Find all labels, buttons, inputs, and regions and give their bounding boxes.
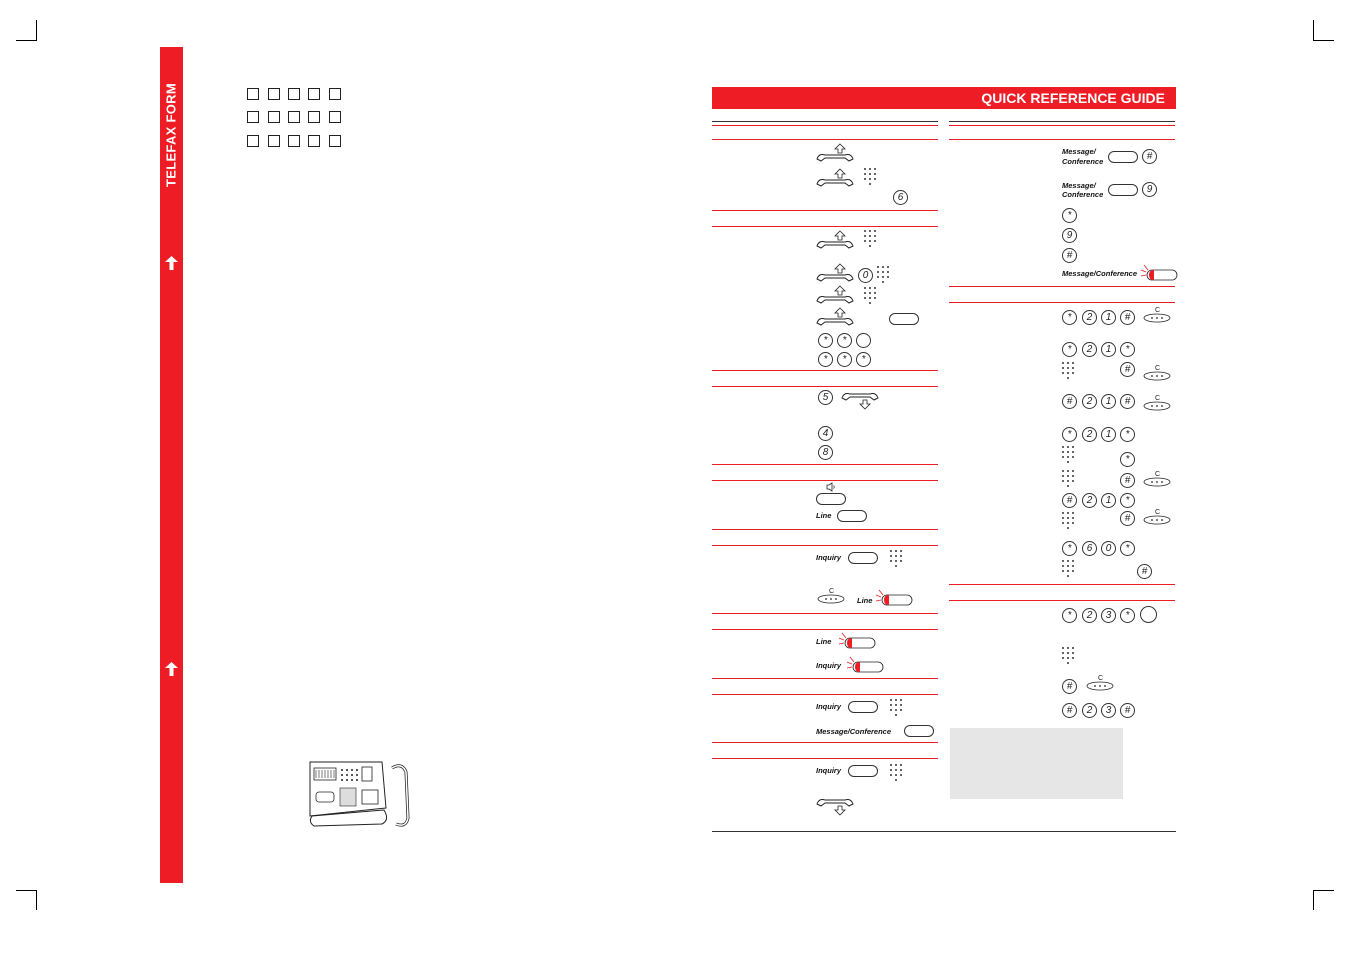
checkbox[interactable] <box>268 88 280 100</box>
section-rule <box>949 286 1175 287</box>
key-2: 2 <box>1082 608 1097 623</box>
keypad-icon <box>1062 446 1076 466</box>
key-0: 0 <box>858 268 873 283</box>
inquiry-key[interactable] <box>848 701 878 713</box>
section-rule <box>949 584 1175 585</box>
keypad-icon <box>864 230 878 250</box>
section-rule <box>712 545 938 546</box>
key-6: 6 <box>893 190 908 205</box>
section-rule <box>712 226 938 227</box>
checkbox[interactable] <box>247 135 259 147</box>
speaker-icon <box>826 482 836 492</box>
function-key[interactable] <box>889 313 919 325</box>
svg-text:C: C <box>1155 365 1161 372</box>
keypad-icon <box>1062 647 1076 667</box>
key-hash: # <box>1120 703 1135 718</box>
svg-text:C: C <box>1155 509 1161 516</box>
checkbox[interactable] <box>308 111 320 123</box>
keypad-icon <box>864 168 878 188</box>
key-hash: # <box>1062 679 1077 694</box>
checkbox[interactable] <box>329 88 341 100</box>
keypad-icon <box>1062 512 1076 532</box>
section-rule <box>712 629 938 630</box>
conference-label: Conference <box>1062 157 1104 166</box>
crop-mark <box>16 890 37 891</box>
message-conference-label: Message/Conference <box>1062 269 1138 278</box>
clear-key-icon[interactable] <box>1142 305 1172 323</box>
keypad-icon <box>1062 560 1076 580</box>
section-rule <box>712 125 938 126</box>
section-rule <box>712 386 938 387</box>
divider <box>949 121 1175 122</box>
key-1: 1 <box>1101 427 1116 442</box>
flashing-key-icon[interactable] <box>837 632 883 650</box>
keypad-icon <box>890 764 904 784</box>
speaker-key[interactable] <box>816 493 846 505</box>
key-3: 3 <box>1101 703 1116 718</box>
key-star: * <box>837 333 852 348</box>
keypad-icon <box>1062 362 1076 382</box>
checkbox[interactable] <box>247 111 259 123</box>
key-hash: # <box>1120 394 1135 409</box>
section-rule <box>712 758 938 759</box>
key-star: * <box>1120 541 1135 556</box>
inquiry-key[interactable] <box>848 765 878 777</box>
section-rule <box>949 125 1175 126</box>
checkbox[interactable] <box>288 135 300 147</box>
clear-key-icon[interactable] <box>1085 673 1115 691</box>
key-1: 1 <box>1101 342 1116 357</box>
handset-lift-icon <box>815 230 855 252</box>
clear-key-icon[interactable] <box>1142 363 1172 381</box>
line-label: Line <box>857 596 873 605</box>
inquiry-label: Inquiry <box>816 661 842 670</box>
keypad-icon <box>1062 470 1076 490</box>
key-star: * <box>818 352 833 367</box>
key-2: 2 <box>1082 342 1097 357</box>
section-rule <box>712 464 938 465</box>
key-hash: # <box>1120 511 1135 526</box>
section-rule <box>712 480 938 481</box>
handset-lift-icon <box>815 285 855 307</box>
key-hash: # <box>1062 394 1077 409</box>
line-key[interactable] <box>837 510 867 522</box>
checkbox[interactable] <box>268 111 280 123</box>
flashing-key-icon[interactable] <box>845 656 891 674</box>
key-hash: # <box>1120 362 1135 377</box>
key-5: 5 <box>818 390 833 405</box>
checkbox[interactable] <box>247 88 259 100</box>
keypad-icon <box>864 287 878 307</box>
svg-text:C: C <box>1155 307 1161 314</box>
telephone-illustration <box>302 758 412 830</box>
checkbox[interactable] <box>329 135 341 147</box>
key-hash: # <box>1062 493 1077 508</box>
section-rule <box>712 370 938 371</box>
key-star: * <box>1062 608 1077 623</box>
key-star: * <box>1120 608 1135 623</box>
clear-key-icon[interactable] <box>816 586 846 604</box>
handset-replace-icon <box>815 794 855 816</box>
crop-mark <box>1313 890 1334 891</box>
sidebar-title: TELEFAX FORM <box>163 83 179 187</box>
checkbox[interactable] <box>288 88 300 100</box>
section-rule <box>712 529 938 530</box>
key-star: * <box>1120 493 1135 508</box>
key-hash: # <box>1137 564 1152 579</box>
key-8: 8 <box>818 445 833 460</box>
key-2: 2 <box>1082 394 1097 409</box>
handset-lift-icon <box>815 263 855 285</box>
keypad-icon <box>877 266 891 286</box>
section-rule <box>712 210 938 211</box>
flashing-key-icon[interactable] <box>874 589 920 607</box>
footer-rule <box>712 831 1176 832</box>
note-box <box>950 728 1123 799</box>
key-hash: # <box>1062 703 1077 718</box>
svg-text:C: C <box>1155 471 1161 478</box>
checkbox[interactable] <box>268 135 280 147</box>
section-rule <box>712 139 938 140</box>
key-4: 4 <box>818 426 833 441</box>
clear-key-icon[interactable] <box>1142 393 1172 411</box>
inquiry-label: Inquiry <box>816 553 842 562</box>
key-2: 2 <box>1082 493 1097 508</box>
guide-header <box>712 87 1176 109</box>
guide-title: QUICK REFERENCE GUIDE <box>981 90 1165 106</box>
key-9: 9 <box>1062 228 1077 243</box>
message-label: Message/ <box>1062 147 1096 156</box>
section-rule <box>712 678 938 679</box>
section-rule <box>949 600 1175 601</box>
arrow-up-icon <box>164 661 179 677</box>
key-0: 0 <box>1101 541 1116 556</box>
message-conference-key[interactable] <box>1108 184 1138 196</box>
key-star: * <box>818 333 833 348</box>
svg-text:C: C <box>1098 675 1104 682</box>
section-rule <box>712 613 938 614</box>
key-hash: # <box>1062 248 1077 263</box>
clear-key-icon[interactable] <box>1142 507 1172 525</box>
key-star: * <box>1062 427 1077 442</box>
sidebar-title-wrap <box>160 47 183 207</box>
arrow-up-icon <box>164 255 179 271</box>
key-star: * <box>1062 342 1077 357</box>
flashing-key-icon[interactable] <box>1139 264 1185 282</box>
message-label: Message/ <box>1062 181 1096 190</box>
section-rule <box>949 139 1175 140</box>
key-2: 2 <box>1082 310 1097 325</box>
crop-mark <box>1313 40 1334 41</box>
keypad-icon <box>890 699 904 719</box>
inquiry-label: Inquiry <box>816 702 842 711</box>
key-star: * <box>1062 208 1077 223</box>
key-9: 9 <box>1142 182 1157 197</box>
crop-mark <box>16 40 37 41</box>
key-6: 6 <box>1082 541 1097 556</box>
svg-text:C: C <box>829 588 835 595</box>
key-2: 2 <box>1082 427 1097 442</box>
crop-mark <box>36 20 37 40</box>
clear-key-icon[interactable] <box>1142 469 1172 487</box>
key-star: * <box>837 352 852 367</box>
key-star: * <box>1120 452 1135 467</box>
key-blank <box>1140 606 1157 623</box>
key-star: * <box>1062 541 1077 556</box>
checkbox[interactable] <box>329 111 341 123</box>
divider <box>712 121 938 122</box>
inquiry-label: Inquiry <box>816 766 842 775</box>
line-label: Line <box>816 637 832 646</box>
key-blank <box>856 333 871 348</box>
key-3: 3 <box>1101 608 1116 623</box>
keypad-icon <box>890 550 904 570</box>
handset-lift-icon <box>815 307 855 329</box>
conference-label: Conference <box>1062 190 1104 199</box>
message-conference-key[interactable] <box>1108 151 1138 163</box>
key-star: * <box>1120 342 1135 357</box>
section-rule <box>712 742 938 743</box>
message-conference-key[interactable] <box>904 725 934 737</box>
key-1: 1 <box>1101 394 1116 409</box>
line-label: Line <box>816 511 832 520</box>
key-hash: # <box>1120 473 1135 488</box>
key-hash: # <box>1120 310 1135 325</box>
handset-lift-icon <box>815 168 855 190</box>
svg-text:C: C <box>1155 395 1161 402</box>
crop-mark <box>1313 20 1314 40</box>
key-hash: # <box>1142 149 1157 164</box>
checkbox[interactable] <box>288 111 300 123</box>
crop-mark <box>36 890 37 910</box>
key-1: 1 <box>1101 493 1116 508</box>
handset-replace-icon <box>840 388 880 410</box>
key-star: * <box>1062 310 1077 325</box>
checkbox[interactable] <box>308 135 320 147</box>
section-rule <box>712 694 938 695</box>
inquiry-key[interactable] <box>848 552 878 564</box>
key-2: 2 <box>1082 703 1097 718</box>
handset-lift-icon <box>815 143 855 165</box>
crop-mark <box>1313 890 1314 910</box>
key-star: * <box>856 352 871 367</box>
checkbox[interactable] <box>308 88 320 100</box>
key-1: 1 <box>1101 310 1116 325</box>
message-conference-label: Message/Conference <box>816 727 892 736</box>
key-star: * <box>1120 427 1135 442</box>
section-rule <box>949 302 1175 303</box>
